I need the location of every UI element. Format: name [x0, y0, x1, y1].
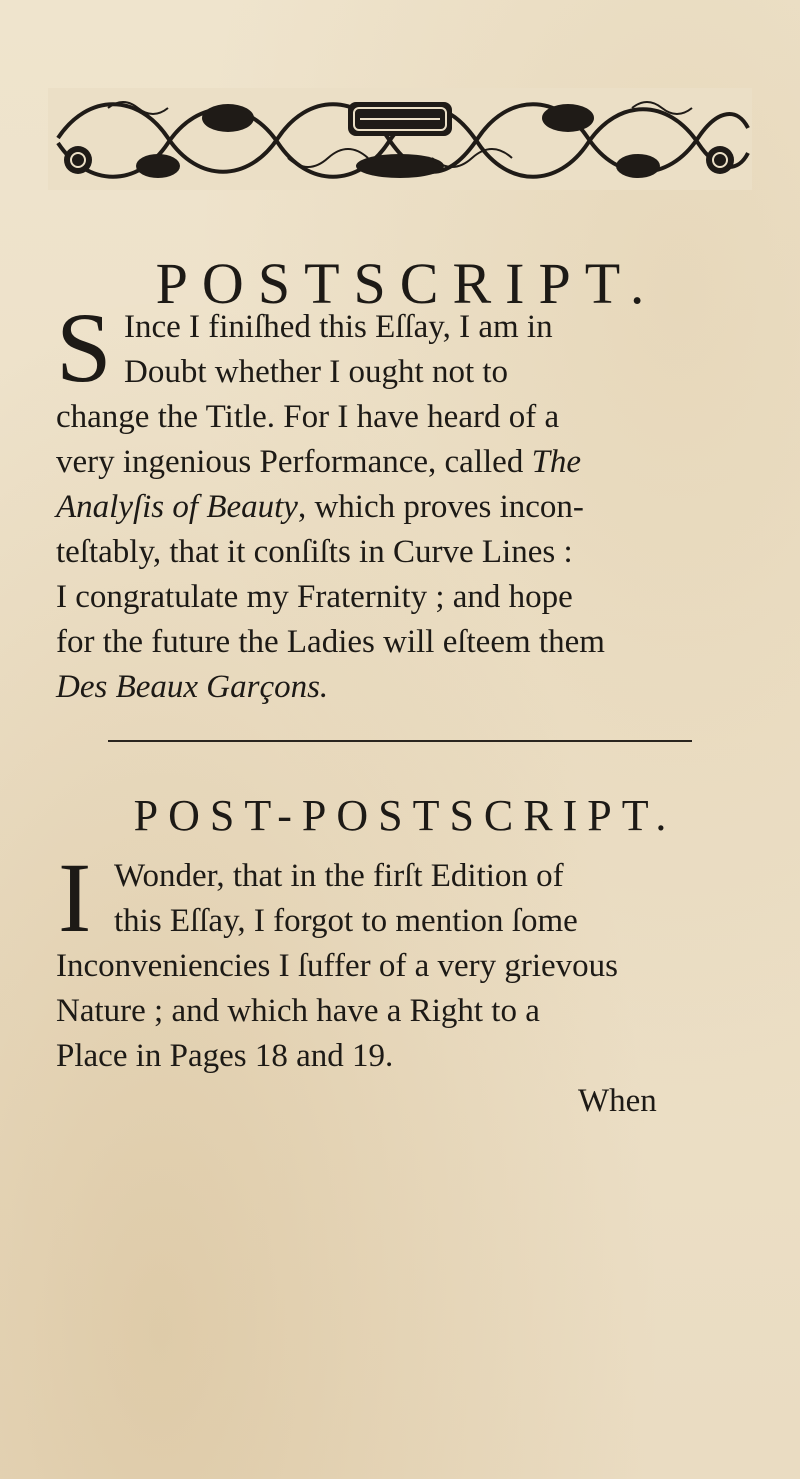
text-line: Wonder, that in the firſt Edition of — [114, 858, 564, 894]
drop-cap-s: S — [56, 292, 112, 403]
italic-title: Analyſis of Beauty — [56, 489, 298, 525]
text-line: change the Title. For I have heard of a — [56, 399, 560, 435]
italic-text-line: Des Beaux Garçons. — [56, 669, 329, 705]
text-line — [56, 487, 584, 527]
text-line: Inconveniencies I ſuffer of a very grievous — [56, 948, 618, 984]
text-line: Nature ; and which have a Right to a — [56, 993, 540, 1029]
text-line: Place in Pages 18 and 19. — [56, 1038, 394, 1074]
drop-cap-i: I — [58, 842, 92, 953]
text-line: I congratulate my Fraternity ; and hope — [56, 579, 573, 615]
text-line: teſtably, that it conſiſts in Curve Lines : — [56, 534, 573, 570]
text-run: , which proves incon- — [297, 489, 584, 525]
catchword: When — [578, 1083, 657, 1119]
italic-title-word: The — [531, 444, 582, 480]
post-postscript-heading: POST-POSTSCRIPT. — [133, 791, 677, 840]
text-line: for the future the Ladies will eſteem them — [56, 624, 605, 660]
text-line — [56, 442, 581, 482]
text-line: Ince I finiſhed this Eſſay, I am in — [124, 309, 553, 345]
text-line: this Eſſay, I forgot to mention ſome — [114, 903, 578, 939]
postscript-heading: POSTSCRIPT. — [155, 251, 659, 316]
text-line: Doubt whether I ought not to — [124, 354, 509, 390]
section-divider — [108, 740, 692, 742]
text-run: very ingenious Performance, called — [56, 444, 532, 480]
decorative-headpiece-ornament — [48, 88, 752, 190]
